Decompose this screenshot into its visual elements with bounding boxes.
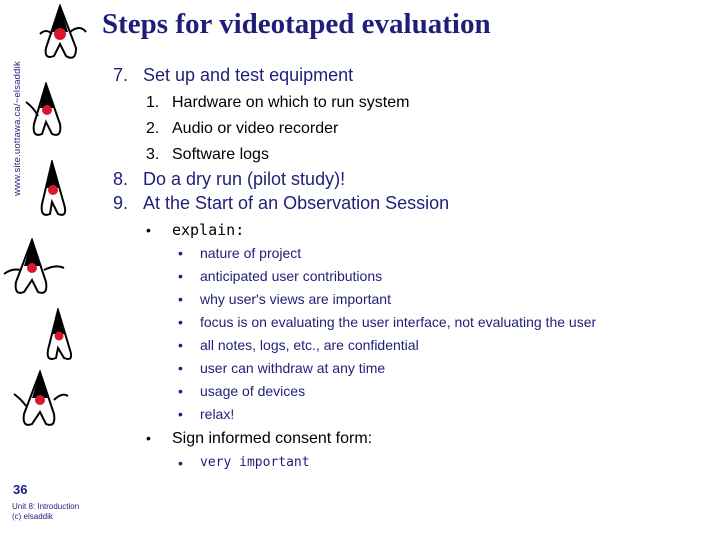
duke-mascot-icon (42, 308, 78, 366)
list-item: relax! (200, 406, 235, 422)
duke-mascot-icon (34, 4, 90, 72)
step-9-number: 9. (113, 193, 129, 213)
list-bullet: • (178, 268, 183, 284)
step-9-text: At the Start of an Observation Session (143, 193, 450, 213)
consent-label: Sign informed consent form: (172, 430, 373, 447)
list-bullet: • (178, 360, 183, 376)
step-8-text: Do a dry run (pilot study)! (143, 169, 346, 189)
list-bullet: • (178, 337, 183, 353)
list-bullet: • (178, 291, 183, 307)
footer-caption (12, 502, 79, 522)
list-item: usage of devices (200, 383, 306, 399)
footer-copyright: (c) elsaddik (12, 512, 53, 521)
substep-number: 1. (146, 94, 160, 111)
explain-bullet: • (146, 222, 151, 238)
step-7-number: 7. (113, 65, 129, 85)
substep-text: Audio or video recorder (172, 120, 339, 137)
list-bullet: • (178, 383, 183, 399)
duke-mascot-icon (34, 160, 74, 222)
substep-number: 2. (146, 120, 160, 137)
consent-sub-bullet: • (178, 455, 183, 471)
site-url: www.site.uottawa.ca/~elsaddik (12, 61, 23, 196)
consent-sub-text: very important (200, 455, 310, 470)
duke-mascot-icon (2, 238, 66, 302)
footer-unit: Unit 8: Introduction (12, 502, 80, 511)
duke-mascot-icon (10, 370, 72, 434)
list-bullet: • (178, 406, 183, 422)
step-7-text: Set up and test equipment (143, 65, 354, 85)
substep-text: Hardware on which to run system (172, 94, 410, 111)
substep-text: Software logs (172, 146, 269, 163)
list-item: anticipated user contributions (200, 268, 383, 284)
slide-title: Steps for videotaped evaluation (102, 8, 491, 40)
list-item: why user's views are important (200, 291, 391, 307)
page-number: 36 (13, 482, 28, 497)
explain-label: explain: (172, 221, 245, 239)
list-item: focus is on evaluating the user interface, not evaluating the user (200, 314, 597, 330)
list-item: nature of project (200, 245, 302, 261)
substep-number: 3. (146, 146, 160, 163)
duke-mascot-icon (24, 82, 74, 146)
step-8-number: 8. (113, 169, 129, 189)
list-item: user can withdraw at any time (200, 360, 386, 376)
consent-bullet: • (146, 430, 151, 446)
list-bullet: • (178, 245, 183, 261)
list-bullet: • (178, 314, 183, 330)
list-item: all notes, logs, etc., are confidential (200, 337, 419, 353)
